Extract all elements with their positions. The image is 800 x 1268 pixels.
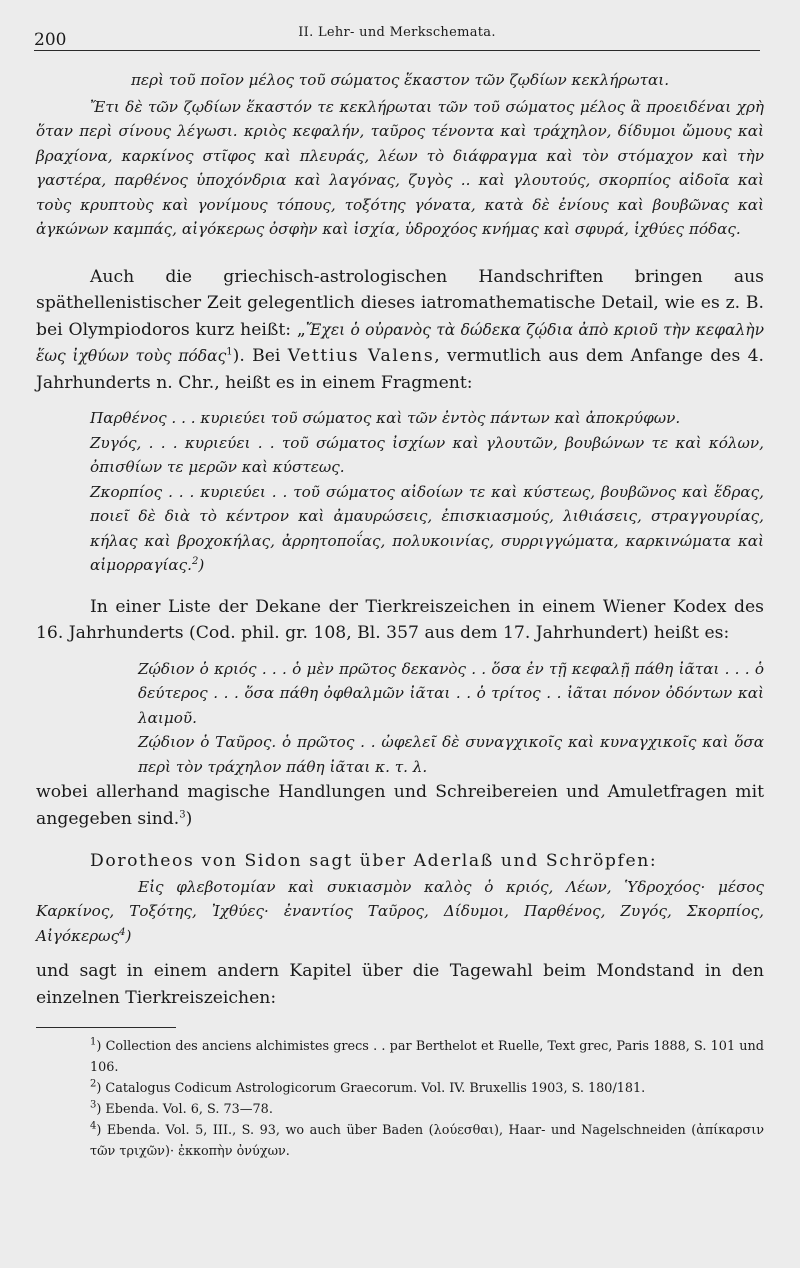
- paragraph-text: Auch die griechisch-astrologischen Handschriften bringen aus späthellenistischer Zeit gelegentlich dieses iatromathematische Detail, wie es z. B. bei Olympiodoros kurz heißt: „: [36, 266, 764, 340]
- footnote: [36, 1099, 764, 1120]
- greek-dekane-entry: Ζῴδιον ὁ κριός . . . ὁ μὲν πρῶτος δεκανὸς . . ὅσα ἐν τῇ κεφαλῇ πάθη ἰᾶται . . . ὁ δεύτερος . . . ὅσα πάθη ὀφθαλμῶν ἰᾶται . . ὁ τρίτος . . ἰᾶται πόνον ὀδόντων καὶ λαιμοῦ.: [138, 659, 764, 727]
- page-header: [34, 22, 760, 51]
- paragraph-text: ). Bei: [232, 346, 288, 366]
- footnote-text: ) Ebenda. Vol. 5, III., S. 93, wo auch über Baden (λούεσθαι), Haar- und Nagelschneiden (ἀπίκαρσιν τῶν τριχῶν)· ἐκκοπὴν ὀνύχων.: [90, 1123, 764, 1159]
- footnote-text: ) Catalogus Codicum Astrologicorum Graecorum. Vol. IV. Bruxellis 1903, S. 180/181.: [96, 1081, 646, 1096]
- footnote: [36, 1036, 764, 1078]
- greek-dorotheos-text: Εἰς φλεβοτομίαν καὶ συκιασμὸν καλὸς ὁ κριός, Λέων, Ὑδροχόος· μέσος Καρκίνος, Τοξότης, Ἰχθύες· ἐναντίος Ταῦρος, Δίδυμοι, Παρθένος, Ζυγός, Σκορπίος, Αἰγόκερως$^4$): [36, 877, 764, 945]
- footnote-number: 1: [90, 1036, 97, 1048]
- paragraph-text: , vermutlich aus dem Anfange des 4. Jahrhunderts n. Chr., heißt es in einem Fragment:: [36, 346, 764, 393]
- author-name: Vettius Valens: [287, 346, 435, 366]
- greek-text: Εἰς φλεβοτομίαν καὶ συκιασμὸν καλὸς ὁ κριός, Λέων, Ὑδροχόος· μέσος Καρκίνος, Τοξότης, Ἰχθύες· ἐναντίος Ταῦρος, Δίδυμοι, Παρθένος, Ζυγός, Σκορπίος, Αἰγόκερως: [36, 877, 764, 945]
- footnote: [36, 1078, 764, 1099]
- page-content: [36, 68, 764, 1162]
- paragraph-amulet: wobei allerhand magische Handlungen und Schreibereien und Amuletfragen mit angegeben sind.$^3$): [36, 782, 764, 829]
- footnote-number: 3: [90, 1099, 97, 1111]
- greek-dorotheos-block: [36, 875, 764, 949]
- footnote: [36, 1120, 764, 1162]
- paragraph-wiener-kodex: In einer Liste der Dekane der Tierkreiszeichen in einem Wiener Kodex des 16. Jahrhunderts (Cod. phil. gr. 108, Bl. 357 aus dem 17. Jahrhundert) heißt es:: [36, 596, 764, 643]
- footnotes: [36, 1036, 764, 1162]
- greek-fragment-entry: Ζυγός, . . . κυριεύει . . τοῦ σώματος ἰσχίων καὶ γλουτῶν, βουβώνων τε καὶ κόλων, ὀπισθίων τε μερῶν καὶ κύστεως.: [90, 433, 764, 476]
- greek-intro-text: Ἔτι δὲ τῶν ζῳδίων ἕκαστόν τε κεκλήρωται τῶν τοῦ σώματος μέλος ἃ προειδέναι χρὴ ὅταν περὶ σίνους λέγωσι. κριὸς κεφαλήν, ταῦρος τένοντα καὶ τράχηλον, δίδυμοι ὤμους καὶ βραχίονα, καρκίνος στῖφος καὶ πλευράς, λέων τὸ διάφραγμα καὶ τὸν στόμαχον καὶ τὴν γαστέρα, παρθένος ὑποχόνδρια καὶ λαγόνας, ζυγὸς .. καὶ γλουτούς, σκορπίος αἰδοῖα καὶ τοὺς κρυπτοὺς καὶ γονίμους τόπους, τοξότης γόνατα, κατὰ δὲ ἐνίους καὶ βουβῶνας καὶ ἀγκώνων καμπάς, αἰγόκερως ὀσφὴν καὶ ἰσχία, ὑδροχόος κνήμας καὶ σφυρά, ἰχθύες πόδας.: [36, 97, 764, 238]
- page-number: 200: [34, 30, 67, 50]
- greek-fragment-entry: Παρθένος . . . κυριεύει τοῦ σώματος καὶ τῶν ἐντὸς πάντων καὶ ἀποκρύφων.: [90, 409, 681, 427]
- paragraph-text: wobei allerhand magische Handlungen und Schreibereien und Amuletfragen mit angegeben sind.: [36, 782, 764, 829]
- paragraph-dorotheos: [36, 848, 764, 875]
- footnote-ref[interactable]: 1: [226, 346, 233, 358]
- footnote-number: 4: [90, 1120, 97, 1132]
- greek-dekane-entry: Ζῴδιον ὁ Ταῦρος. ὁ πρῶτος . . ὠφελεῖ δὲ συναγχικοῖς καὶ κυναγχικοῖς καὶ ὅσα περὶ τὸν τράχηλον πάθη ἰᾶται κ. τ. λ.: [138, 733, 764, 776]
- footnote-ref[interactable]: 4: [119, 926, 126, 938]
- greek-fragment-block: [90, 406, 764, 578]
- greek-section-title: περὶ τοῦ ποῖον μέλος τοῦ σώματος ἕκαστον τῶν ζῳδίων κεκλήρωται.: [130, 71, 670, 89]
- greek-fragment-entry: Ζκορπίος . . . κυριεύει . . τοῦ σώματος αἰδοίων τε καὶ κύστεως, βουβῶνος καὶ ἕδρας, ποιεῖ δὲ διὰ τὸ κέντρον καὶ ἀμαυρώσεις, ἐπισκιασμούς, λιθιάσεις, στραγγουρίας, κήλας καὶ βροχοκήλας, ἀρρητοποΐας, πολυκοινίας, συρριγγώματα, καρκινώματα καὶ αἱμορραγίας.$^2$): [90, 482, 764, 574]
- footnote-ref[interactable]: 2: [191, 555, 199, 567]
- footnote-divider: [36, 1027, 176, 1028]
- paragraph-text: Dorotheos von Sidon sagt über Aderlaß und Schröpfen:: [90, 851, 658, 871]
- footnote-number: 2: [90, 1078, 97, 1090]
- paragraph-tagewahl: und sagt in einem andern Kapitel über die Tagewahl beim Mondstand in den einzelnen Tierkreiszeichen:: [36, 961, 764, 1008]
- running-title: II. Lehr- und Merkschemata.: [298, 25, 496, 40]
- greek-fragment-text: Ζκορπίος . . . κυριεύει . . τοῦ σώματος αἰδοίων τε καὶ κύστεως, βουβῶνος καὶ ἕδρας, ποιεῖ δὲ διὰ τὸ κέντρον καὶ ἀμαυρώσεις, ἐπισκιασμούς, λιθιάσεις, στραγγουρίας, κήλας καὶ βροχοκήλας, ἀρρητοποΐας, πολυκοινίας, συρριγγώματα, καρκινώματα καὶ αἱμορραγίας.: [90, 482, 764, 574]
- greek-dekane-block: [138, 657, 764, 780]
- footnote-ref[interactable]: 3: [179, 808, 186, 820]
- greek-intro-block: [36, 95, 764, 242]
- footnote-text: ) Collection des anciens alchimistes grecs . . par Berthelot et Ruelle, Text grec, Paris 1888, S. 101 und 106.: [90, 1039, 764, 1075]
- greek-quote: Ἔχει ὁ οὐρανὸς τὰ δώδεκα ζῴδια ἀπὸ κριοῦ τὴν κεφαλὴν ἕως ἰχθύων τοὺς πόδας: [36, 320, 764, 365]
- footnote-text: ) Ebenda. Vol. 6, S. 73—78.: [96, 1102, 273, 1117]
- paragraph-olympiodoros: [36, 264, 764, 397]
